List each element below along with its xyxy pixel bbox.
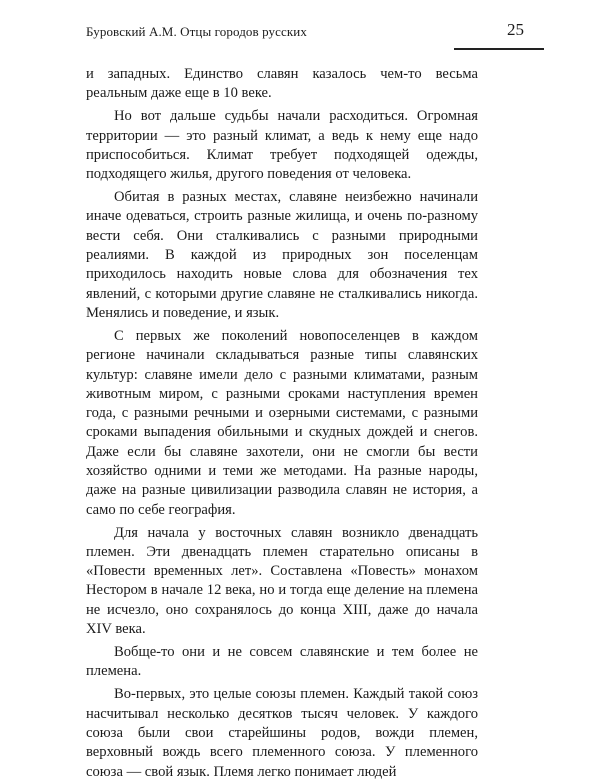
paragraph: Во-первых, это целые союзы племен. Каждый такой союз насчитывал несколько десятков тысяч человек. У каждого союза были свои старейшины родов, вожди племен, верховный вождь всего племенного союза. У племенного союза — свой язык. Племя легко понимает людей: [86, 686, 478, 780]
paragraph: Вобще-то они и не совсем славянские и тем более не племена.: [86, 644, 478, 680]
body-text: [86, 65, 478, 782]
running-title: Буровский А.М. Отцы городов русских: [86, 24, 307, 39]
paragraph: Для начала у восточных славян возникло двенадцать племен. Эти двенадцать племен старательно описаны в «Повести временных лет». Составлена «Повесть» монахом Нестором в начале 12 века, но и тогда еще деление на племена не исчезло, оно сохранялось до конца XIII, даже до начала XIV века.: [86, 524, 478, 638]
paragraph: и западных. Единство славян казалось чем-то весьма реальным даже еще в 10 веке.: [86, 66, 478, 102]
paragraph: С первых же поколений новопоселенцев в каждом регионе начинали складываться разные типы славянских культур: славяне имели дело с разными климатами, разным животным миром, с разными сроками наступления времен года, с разными речными и озерными системами, с разными сроками выпадения обильными и скудных дождей и снегов. Даже если бы славяне захотели, они не смогли бы вести хозяйство одними и теми же методами. На разные народы, даже на разные цивилизации разводила славян не история, а само по себе география.: [86, 327, 478, 518]
running-header: [86, 20, 544, 52]
paragraph: Обитая в разных местах, славяне неизбежно начинали иначе одеваться, строить разные жилища, и очень по-разному вести себя. Они сталкивались с разными природными реалиями. В каждой из природных зон поселенцам приходилось находить новые слова для обозначения тех явлений, с которыми другие славяне не сталкивались никогда. Менялись и поведение, и язык.: [86, 189, 478, 321]
paragraph: Но вот дальше судьбы начали расходиться. Огромная территории — это разный климат, а ведь к нему еще надо приспособиться. Климат требует подходящей одежды, подходящего жилья, другого поведения от человека.: [86, 108, 478, 183]
page-number: 25: [507, 20, 524, 39]
header-rule: [454, 48, 544, 50]
